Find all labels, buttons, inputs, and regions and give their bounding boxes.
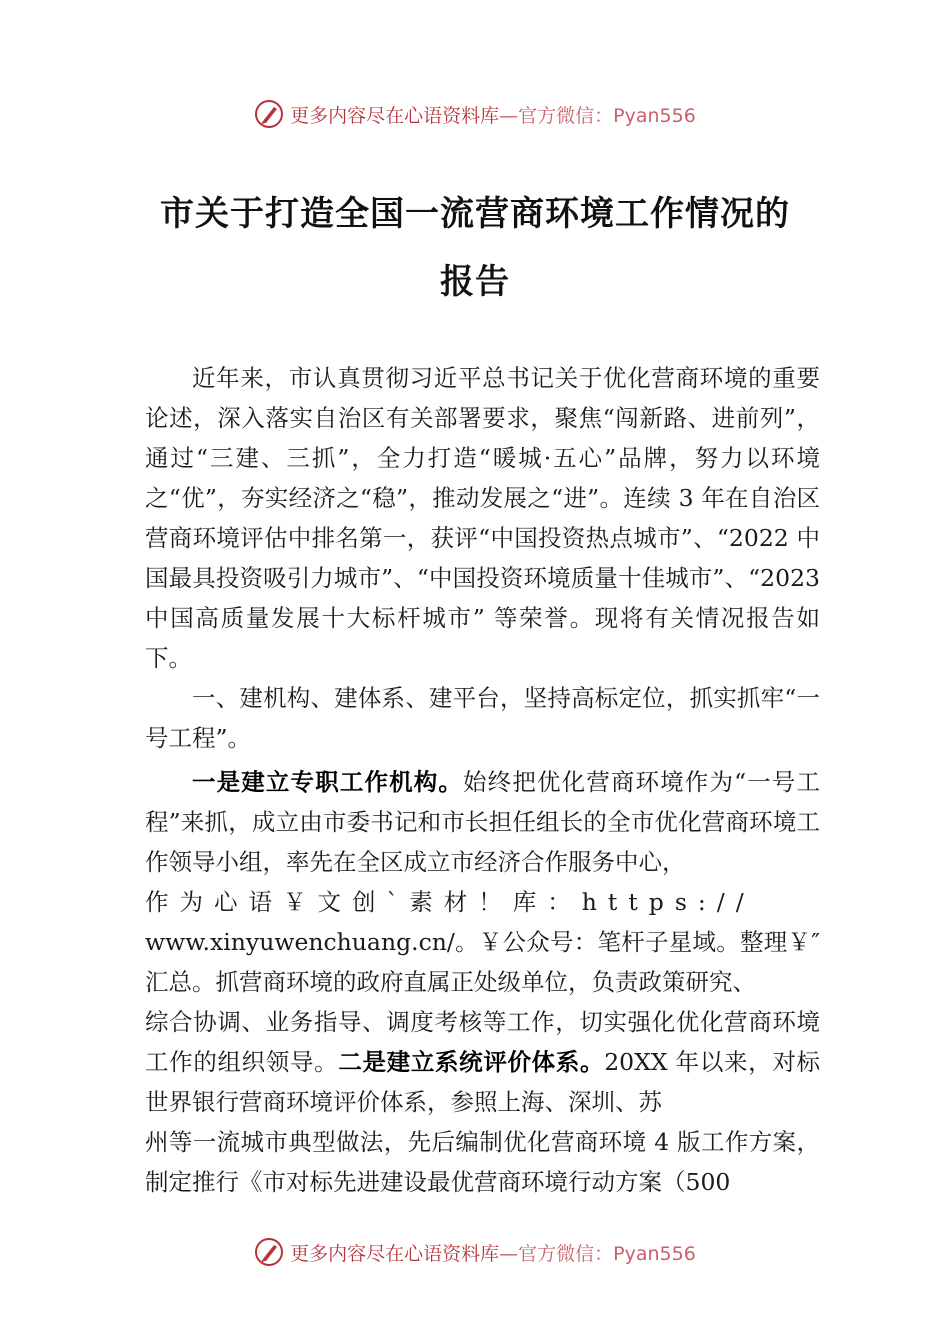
- watermark-tail: —官方微信：Pyan556: [499, 1242, 696, 1265]
- pen-seal-icon: [254, 1237, 284, 1267]
- lead-phrase-1: 一是建立专职工作机构。: [192, 768, 464, 796]
- title-line-2: 报告: [440, 262, 510, 302]
- paragraph-url-line: www.xinyuwenchuang.cn/。￥公众号：笔杆子星域。整理￥″汇总。抓营商环境的政府直属正处级单位，负责政策研究、: [145, 928, 820, 996]
- document-body: [145, 358, 820, 1202]
- paragraph-intro: 近年来，市认真贯彻习近平总书记关于优化营商环境的重要论述，深入落实自治区有关部署要求，聚焦“闯新路、进前列”，通过“三建、三抓”，全力打造“暖城·五心”品牌，努力以环境之“优”，夯实经济之“稳”，推动发展之“进”。连续 3 年在自治区营商环境评估中排名第一，获评“中国投资热点城市”、“2022 中国最具投资吸引力城市”、“中国投资环境质量十佳城市”、“2023 中国高质量发展十大标杆城市” 等荣誉。现将有关情况报告如下。: [145, 364, 820, 672]
- document-title: [130, 180, 820, 316]
- paragraph-institution: [145, 762, 820, 882]
- watermark-main: 更多内容尽在心语资料库: [290, 104, 500, 127]
- paragraph-section-heading: 一、建机构、建体系、建平台，坚持高标定位，抓实抓牢“一号工程”。: [145, 684, 820, 752]
- watermark-tail: —官方微信：Pyan556: [499, 104, 696, 127]
- paragraph-evaluation: [145, 1002, 820, 1122]
- paragraph-spaced-line: 作为心语￥文创`素材！库：https://: [145, 888, 755, 916]
- paragraph-plan: 州等一流城市典型做法，先后编制优化营商环境 4 版工作方案，制定推行《市对标先进建设最优营商环境行动方案（500: [145, 1128, 820, 1196]
- watermark-header: [0, 94, 950, 134]
- paragraph-evaluation-body: 综合协调、业务指导、调度考核等工作，切实强化优化营商环境工作的组织领导。: [145, 1008, 820, 1076]
- paragraph-institution-body: 始终把优化营商环境作为“一号工程”来抓，成立由市委书记和市长担任组长的全市优化营商环境工作领导小组，率先在全区成立市经济合作服务中心，: [145, 768, 821, 876]
- title-line-1: 市关于打造全国一流营商环境工作情况的: [160, 194, 790, 234]
- lead-phrase-2: 二是建立系统评价体系。: [338, 1048, 605, 1076]
- watermark-text: [290, 101, 696, 128]
- watermark-main: 更多内容尽在心语资料库: [290, 1242, 500, 1265]
- paragraph-evaluation-tail: 20XX 年以来，对标世界银行营商环境评价体系，参照上海、深圳、苏: [145, 1048, 821, 1116]
- pen-seal-icon: [254, 99, 284, 129]
- watermark-footer: [0, 1232, 950, 1272]
- watermark-text: [290, 1239, 696, 1266]
